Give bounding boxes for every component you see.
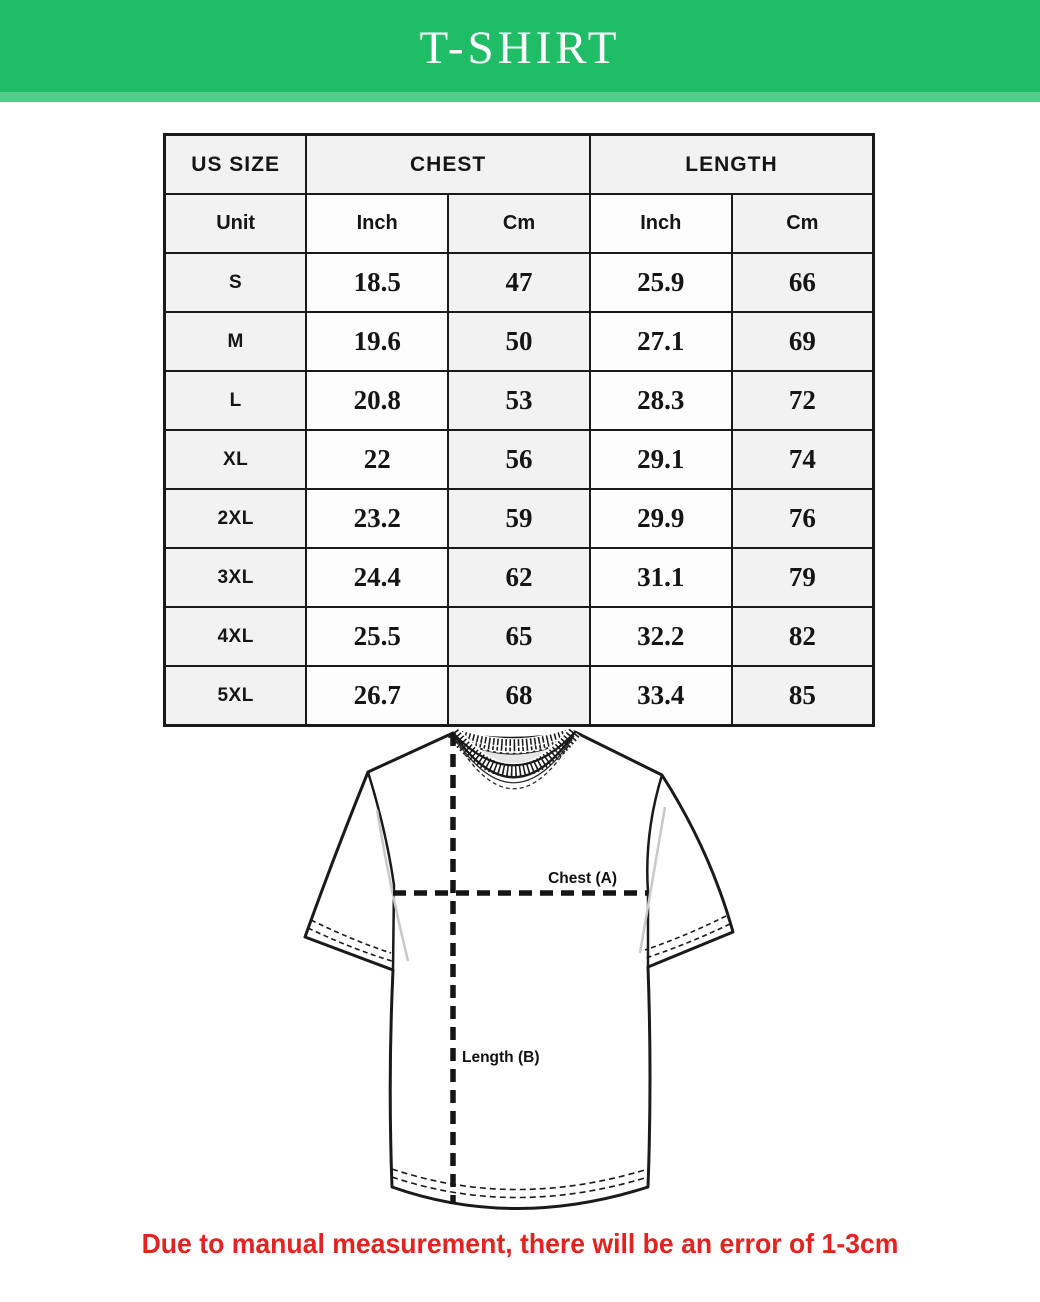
table-row — [165, 607, 874, 666]
length-cm-cell: 69 — [732, 312, 874, 371]
chest-cm-cell: 50 — [448, 312, 590, 371]
size-cell: M — [165, 312, 307, 371]
length-cm-header: Cm — [732, 194, 874, 253]
table-row — [165, 430, 874, 489]
chest-inch-cell: 18.5 — [306, 253, 448, 312]
unit-label: Unit — [165, 194, 307, 253]
size-chart-table — [163, 133, 875, 727]
length-inch-cell: 28.3 — [590, 371, 732, 430]
tshirt-outline-diagram — [290, 718, 750, 1218]
chest-inch-cell: 22 — [306, 430, 448, 489]
header-chest: CHEST — [306, 135, 590, 195]
length-inch-cell: 29.9 — [590, 489, 732, 548]
size-cell: S — [165, 253, 307, 312]
chest-measure-label: Chest (A) — [548, 870, 617, 887]
size-cell: 4XL — [165, 607, 307, 666]
table-row — [165, 371, 874, 430]
chest-inch-cell: 24.4 — [306, 548, 448, 607]
chest-cm-cell: 47 — [448, 253, 590, 312]
size-cell: 5XL — [165, 666, 307, 726]
table-row — [165, 666, 874, 726]
length-cm-cell: 66 — [732, 253, 874, 312]
size-cell: XL — [165, 430, 307, 489]
table-row — [165, 312, 874, 371]
tshirt-silhouette — [305, 732, 733, 1209]
header-length: LENGTH — [590, 135, 874, 195]
chest-cm-cell: 62 — [448, 548, 590, 607]
length-cm-cell: 79 — [732, 548, 874, 607]
chest-cm-cell: 65 — [448, 607, 590, 666]
header-us-size: US SIZE — [165, 135, 307, 195]
chest-cm-header: Cm — [448, 194, 590, 253]
chest-inch-cell: 26.7 — [306, 666, 448, 726]
length-cm-cell: 74 — [732, 430, 874, 489]
chest-inch-cell: 25.5 — [306, 607, 448, 666]
table-row — [165, 253, 874, 312]
page-title: T-SHIRT — [419, 21, 621, 74]
length-cm-cell: 76 — [732, 489, 874, 548]
measurement-disclaimer: Due to manual measurement, there will be an error of 1-3cm — [141, 1228, 899, 1259]
size-cell: L — [165, 371, 307, 430]
chest-cm-cell: 56 — [448, 430, 590, 489]
length-inch-cell: 33.4 — [590, 666, 732, 726]
table-row — [165, 548, 874, 607]
chest-cm-cell: 68 — [448, 666, 590, 726]
unit-row — [165, 194, 874, 253]
title-banner — [0, 0, 1040, 102]
chest-cm-cell: 59 — [448, 489, 590, 548]
chest-inch-header: Inch — [306, 194, 448, 253]
table-row — [165, 489, 874, 548]
length-inch-cell: 27.1 — [590, 312, 732, 371]
chest-cm-cell: 53 — [448, 371, 590, 430]
length-inch-cell: 25.9 — [590, 253, 732, 312]
length-cm-cell: 85 — [732, 666, 874, 726]
length-inch-cell: 32.2 — [590, 607, 732, 666]
chest-inch-cell: 20.8 — [306, 371, 448, 430]
length-inch-cell: 29.1 — [590, 430, 732, 489]
length-inch-cell: 31.1 — [590, 548, 732, 607]
length-inch-header: Inch — [590, 194, 732, 253]
length-measure-label: Length (B) — [462, 1049, 540, 1066]
chest-inch-cell: 19.6 — [306, 312, 448, 371]
size-cell: 2XL — [165, 489, 307, 548]
chest-inch-cell: 23.2 — [306, 489, 448, 548]
length-cm-cell: 82 — [732, 607, 874, 666]
table-header-row — [165, 135, 874, 195]
length-cm-cell: 72 — [732, 371, 874, 430]
size-cell: 3XL — [165, 548, 307, 607]
